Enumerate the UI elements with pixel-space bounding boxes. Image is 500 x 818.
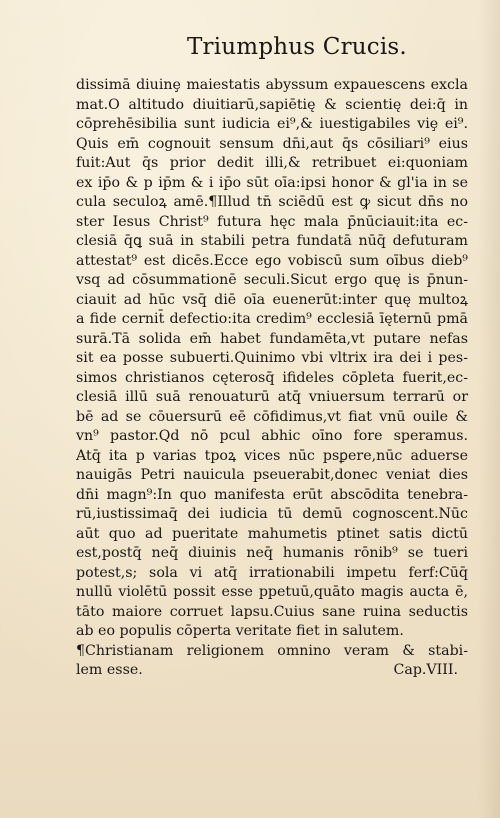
text-line: ab eo populis cōperta veritate fiet in salutem. xyxy=(76,623,404,639)
text-line: ex ip̄o & p ip̄m & i ip̄o sūt oīa:ipsi honor & gl'ia in se xyxy=(76,174,468,191)
text-line: nullū violētū possit esse ppetuū,quāto magis aucta ē, xyxy=(76,584,468,600)
text-line: surā.Tā solida em̄ habet fundamēta,vt putare nefas xyxy=(76,330,468,347)
text-line: ster Iesus Christ⁹ futura hęc mala p̄nūciauit:ita ec- xyxy=(76,213,468,230)
text-line: Atq̄ ita p varias tpoꝝ vices nūc psꝑere,nūc aduerse xyxy=(76,447,468,464)
text-line: lem esse. xyxy=(76,662,143,678)
text-line: bē ad se cōuersurū eē cōfidimus,vt fiat vnū ouile & xyxy=(76,408,468,425)
text-line: dn̄i magn⁹:In quo manifesta erūt abscōdita tenebra- xyxy=(76,486,468,503)
text-line: est,postq̄ neq̄ diuinis neq̄ humanis rōnib⁹ se tueri xyxy=(76,545,468,561)
text-line: cula seculoꝝ amē.¶Illud tn̄ sciēdū est ꝙ sicut dn̄s no xyxy=(76,194,468,210)
chapter-heading-line: ¶Christianam religionem omnino veram & stabi- xyxy=(76,642,468,659)
text-line: vn⁹ pastor.Qd nō pcul abhic oīno fore speramus. xyxy=(76,428,468,444)
text-line: rū,iustissimaq̄ dei iudicia tū demū cognoscent.Nūc xyxy=(76,506,468,522)
text-line: clesiā illū suā renouaturū atq̄ vniuersum terrarū or xyxy=(76,389,468,405)
text-line: dissimā diuinȩ maiestatis abyssum expauescens excla xyxy=(76,77,468,93)
final-row xyxy=(76,661,468,681)
text-line: fuit:Aut q̄s prior dedit illi,& retribuet ei:quoniam xyxy=(76,155,468,171)
text-line: sit ea posse subuerti.Quinimo vbi vltrix ira dei i pes- xyxy=(76,350,468,366)
running-head: Triumphus Crucis. xyxy=(187,34,407,60)
text-line: attestat⁹ est dicēs.Ecce ego vobiscū sum oībus dieb⁹ xyxy=(76,252,468,269)
text-line: a fide cernit̄ defectio:ita credim⁹ ecclesiā īęternū pmā xyxy=(76,311,468,327)
text-line: tāto maiore corruet lapsu.Cuius sane ruina seductis xyxy=(76,603,468,620)
text-line: aūt quo ad pueritate mahumetis ptinet satis dictū xyxy=(76,525,468,542)
text-line: cōprehēsibilia sunt iudicia ei⁹,& iuestigabiles viȩ ei⁹. xyxy=(76,116,468,132)
text-line: potest,s; sola vi atq̄ irrationabili impetu ferf:Cūq̄ xyxy=(76,564,468,581)
catchword: Cap.VIII. xyxy=(393,662,458,678)
text-line: ciauit ad hūc vsq̄ diē oīa euenerūt:inter quę multoꝝ xyxy=(76,291,468,308)
text-line: vsq ad cōsummationē seculi.Sicut ergo quę is p̄nun- xyxy=(76,272,468,288)
body-text xyxy=(76,76,468,681)
text-line: clesiā q̄ꝗ suā in stabili petra fundatā nūq̄ defuturam xyxy=(76,233,468,249)
text-line: simos christianos cęterosq̄ ifideles cōpleta fuerit,ec- xyxy=(76,369,468,386)
page-edge-shadow xyxy=(478,0,500,818)
text-line: Quis em̄ cognouit sensum dn̄i,aut q̄s cōsiliari⁹ eius xyxy=(76,135,468,152)
text-line: nauigās Petri nauicula pseuerabit,donec veniat dies xyxy=(76,467,468,483)
text-line: mat.O altitudo diuitiarū,sapiētię & scientię dei:q̄ in xyxy=(76,96,468,113)
